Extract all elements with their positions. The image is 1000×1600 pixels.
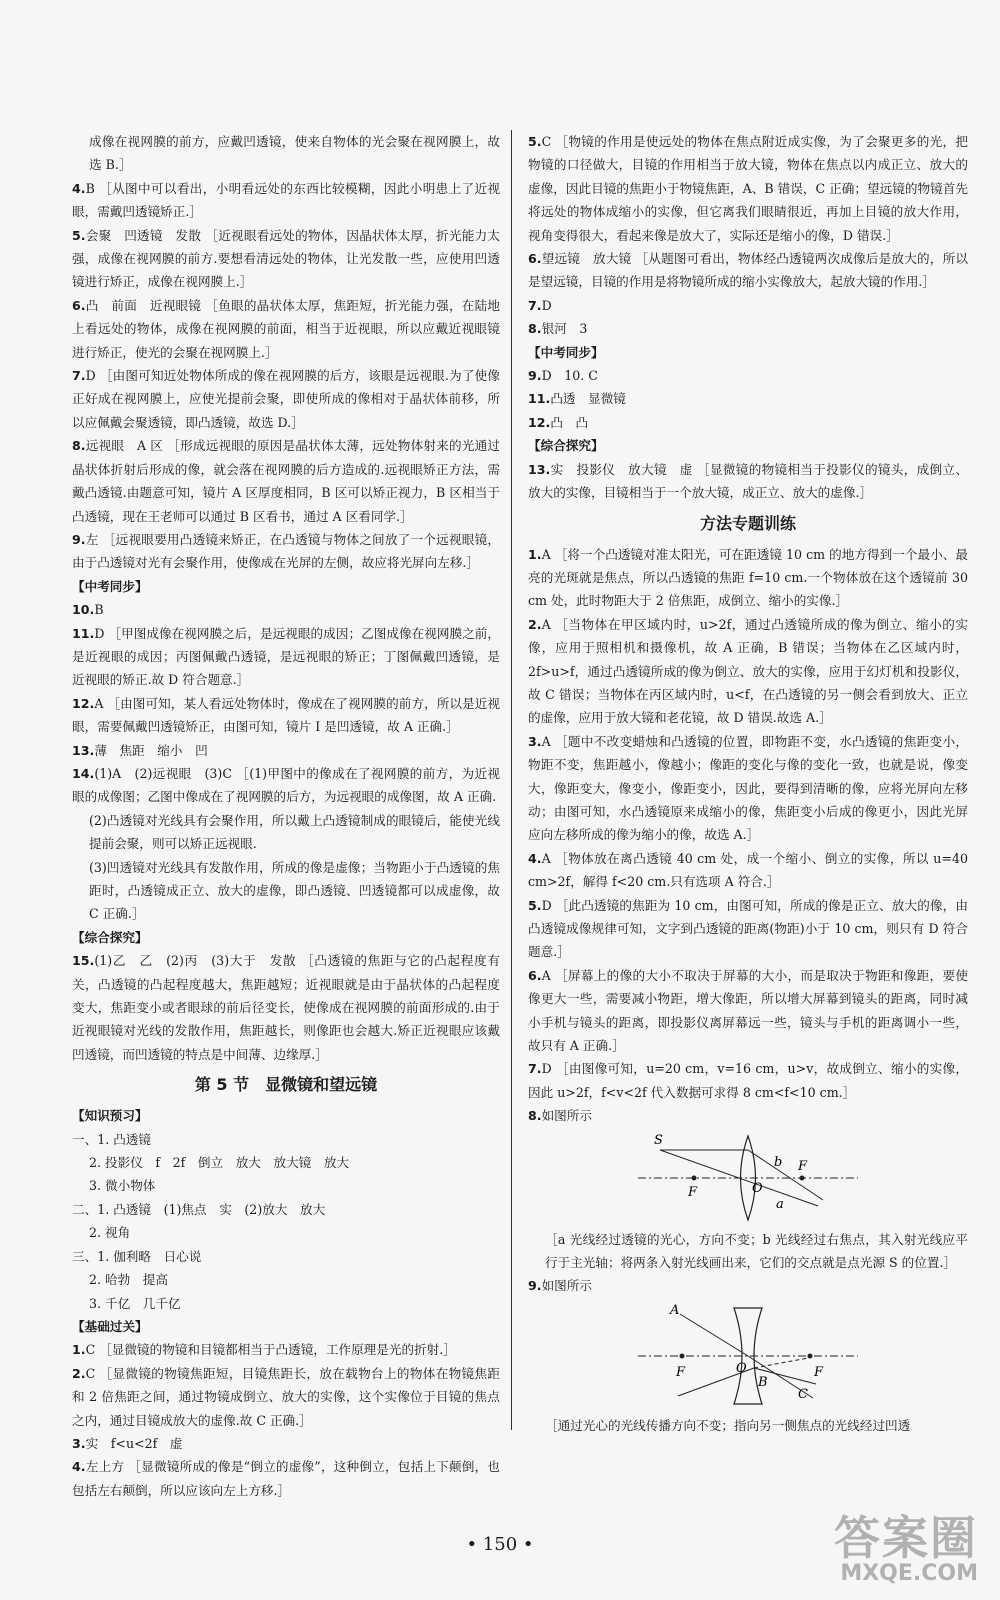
figure-8-convex-lens-diagram <box>638 1130 858 1226</box>
item-text: 实 f<u<2f 虚 <box>85 1435 183 1451</box>
item-text: (2)凸透镜对光线具有会聚作用，所以戴上凸透镜制成的眼镜后，能使光线提前会聚，则可以矫正远视眼. <box>89 812 500 852</box>
item-text: 实 投影仪 放大镜 虚 ［显微镜的物镜相当于投影仪的镜头，成倒立、放大的实像，目镜相当于一个放大镜，成正立、放大的虚像.］ <box>528 461 968 501</box>
item-text: 左上方 ［显微镜所成的像是“倒立的虚像”，这种倒立，包括上下颠倒，也包括左右颠倒，所以应该向左上方移.］ <box>72 1459 500 1498</box>
item-text: B ［从图中可以看出，小明看远处的东西比较模糊，因此小明患上了近视眼，需戴凹透镜矫正.］ <box>72 180 500 220</box>
section-header: 【基础过关】 <box>72 1318 148 1334</box>
item-text: C ［显微镜的物镜焦距短，目镜焦距长，放在载物台上的物体在物镜焦距和 2 倍焦距之间，通过物镜成倒立、放大的实像，这个实像位于目镜的焦点之内，通过目镜成放大的虚像.故 C 正确.］ <box>72 1365 500 1428</box>
answer-line <box>72 1128 500 1151</box>
answer-item <box>72 294 500 364</box>
item-text: D <box>541 297 552 313</box>
figure-9-concave-lens-diagram <box>638 1300 858 1412</box>
answer-item <box>528 411 968 434</box>
item-text: 3. 微小物体 <box>89 1178 156 1194</box>
item-text: A ［将一个凸透镜对准太阳光，可在距透镜 10 cm 的地方得到一个最小、最亮的光斑就是焦点，所以凸透镜的焦距 f=10 cm.一个物体放在这个透镜前 30 cm 处，此时物距大于 2 倍焦距，成倒立、缩小的实像.］ <box>528 546 968 609</box>
item-number: 5. <box>528 897 542 913</box>
item-number: 2. <box>72 1365 86 1381</box>
item-text: 左 ［远视眼要用凸透镜来矫正，在凸透镜与物体之间放了一个远视眼镜，由于凸透镜对光有会聚作用，使像成在光屏的左侧，故应将光屏向左移.］ <box>72 531 500 571</box>
item-number: 9. <box>528 1278 542 1294</box>
item-number: 9. <box>72 531 86 547</box>
item-number: 13. <box>72 742 95 758</box>
item-number: 3. <box>72 1435 86 1451</box>
item-text: D ［此凸透镜的焦距为 10 cm，由图可知，所成的像是正立、放大的像，由凸透镜成像规律可知，文字到凸透镜的距离(物距)小于 10 cm，则只有 D 符合题意.］ <box>528 897 968 960</box>
answer-item <box>528 1228 968 1275</box>
item-text: A ［当物体在甲区域内时，u>2f，通过凸透镜所成的像为倒立、缩小的实像，应用于照相机和摄像机，故 A 正确，B 错误；当物体在乙区域内时，2f>u>f，通过凸透镜所成的像为倒立、放大的实像，应用于幻灯机和投影仪，故 C 错误；当物体在丙区域内时，u<f，在凸透镜的另一侧会看到放大、正立的虚像，应用于放大镜和老花镜，故 D 错误.故选 A.］ <box>528 616 968 726</box>
answer-item <box>72 622 500 692</box>
answer-item <box>72 598 500 621</box>
answer-item <box>72 364 500 434</box>
item-text: C ［物镜的作用是使远处的物体在焦点附近成实像，为了会聚更多的光，把物镜的口径做大，目镜的作用相当于放大镜，物体在焦点以内成正立、放大的虚像，因此目镜的焦距小于物镜焦距，A、B 错误，C 正确；望远镜的物镜首先将远处的物体成缩小的实像，但它离我们眼睛很近，再加上目镜的放大作用，视角变得很大，看起来像是放大了，实际还是缩小的像，D 错误.］ <box>528 134 968 243</box>
ray-c-extension <box>754 1358 808 1368</box>
item-text: (1)A (2)远视眼 (3)C ［(1)甲图中的像成在了视网膜的前方，为近视眼的成像图；乙图中像成在了视网膜的后方，为远视眼的成像图，故 A 正确. <box>72 765 500 805</box>
answer-item <box>528 294 968 317</box>
section-title: 第 5 节 显微镜和望远镜 <box>194 1075 378 1095</box>
item-number: 14. <box>72 765 95 781</box>
answer-line <box>72 1151 500 1174</box>
item-text: (3)凹透镜对光线具有发散作用，所成的像是虚像；当物距小于凸透镜的焦距时，凸透镜成正立、放大的虚像，即凸透镜、凹透镜都可以成虚像，故 C 正确.］ <box>89 859 500 922</box>
item-number: 6. <box>72 297 86 313</box>
right-column-top <box>528 130 968 1128</box>
answer-line <box>72 1174 500 1197</box>
right-column-bottom <box>528 1414 968 1437</box>
label-c: C <box>798 1386 808 1402</box>
item-number: 2. <box>528 616 542 632</box>
answer-item <box>72 130 500 177</box>
item-number: 1. <box>528 546 542 562</box>
item-text: B <box>94 602 104 618</box>
answer-item <box>72 1338 500 1361</box>
label-b: b <box>774 1154 783 1170</box>
item-text: C ［显微镜的物镜和目镜都相当于凸透镜，工作原理是光的折射.］ <box>85 1342 456 1358</box>
item-number: 11. <box>528 391 551 407</box>
answer-item <box>72 856 500 926</box>
item-text: 银河 3 <box>541 321 588 337</box>
focus-left-dot <box>680 1353 685 1358</box>
answer-item <box>528 964 968 1058</box>
answer-item <box>528 364 968 387</box>
focus-right-dot <box>800 1175 805 1180</box>
label-a: a <box>776 1196 784 1212</box>
label-b: B <box>758 1374 768 1390</box>
item-text: 2. 投影仪 f 2f 倒立 放大 放大镜 放大 <box>89 1155 350 1171</box>
item-number: 8. <box>72 438 86 454</box>
label-f-left: F <box>676 1364 686 1380</box>
item-text: 凸 凸 <box>550 414 589 430</box>
answer-item <box>72 809 500 856</box>
item-number: 9. <box>528 368 542 384</box>
item-number: 7. <box>72 368 86 384</box>
item-text: ［a 光线经过透镜的光心，方向不变；b 光线经过右焦点，其入射光线应平行于主光轴；将两条入射光线画出来，它们的交点就是点光源 S 的位置.］ <box>545 1231 968 1271</box>
right-column <box>528 130 968 1437</box>
item-text: D ［由图像可知，u=20 cm，v=16 cm，u>v，故成倒立、缩小的实像，因此 u>2f，f<v<2f 代入数据可求得 8 cm<f<10 cm.］ <box>528 1061 968 1100</box>
left-column <box>72 130 500 1502</box>
item-number: 12. <box>72 695 95 711</box>
answer-item <box>528 130 968 247</box>
item-text: 三、1. 伽利略 日心说 <box>72 1248 202 1264</box>
item-text: D ［甲图成像在视网膜之后，是远视眼的成因；乙图成像在视网膜之前，是近视眼的成因；丙图佩戴凸透镜，是远视眼的矫正；丁图佩戴凹透镜，是近视眼的矫正.故 D 符合题意.］ <box>72 625 500 688</box>
item-number: 7. <box>528 1061 542 1077</box>
answer-item <box>72 739 500 762</box>
item-text: 如图所示 <box>541 1278 592 1294</box>
item-text: A ［物体放在离凸透镜 40 cm 处，成一个缩小、倒立的实像，所以 u=40 cm>2f，解得 f<20 cm.只有选项 A 符合.］ <box>528 850 968 890</box>
answer-line <box>72 1245 500 1268</box>
answer-item <box>72 1455 500 1502</box>
answer-item <box>72 762 500 809</box>
item-text: 3. 千亿 几千亿 <box>89 1295 181 1311</box>
answer-item <box>72 224 500 294</box>
item-text: 如图所示 <box>541 1108 592 1124</box>
right-column-mid <box>528 1228 968 1298</box>
answer-item <box>528 894 968 964</box>
answer-item <box>528 1414 968 1437</box>
item-text: 远视眼 A 区 ［形成远视眼的原因是晶状体太薄，远处物体射来的光通过晶状体折射后形成的像，就会落在视网膜的后方造成的.远视眼矫正方法，需戴凸透镜.由题意可知，镜片 A 区厚度相同，B 区可以矫正视力，B 区相当于凸透镜，现在王老师可以通过 B 区看书，通过 A 区看同学.］ <box>72 438 500 524</box>
answer-item <box>528 247 968 294</box>
label-f-right: F <box>798 1158 808 1174</box>
answer-item <box>72 949 500 1066</box>
item-text: ［通过光心的光线传播方向不变；指向另一侧焦点的光线经过凹透 <box>545 1417 911 1433</box>
answer-item <box>528 543 968 613</box>
item-text: D 10. C <box>541 368 598 384</box>
item-number: 5. <box>528 134 542 149</box>
item-number: 4. <box>528 850 542 866</box>
watermark-logo <box>834 1511 978 1586</box>
answer-item <box>528 387 968 410</box>
answer-line <box>72 1198 500 1221</box>
answer-item <box>528 458 968 505</box>
item-text: A ［由图可知，某人看远处物体时，像成在了视网膜的前方，所以是近视眼，需要佩戴凹透镜矫正，由图可知，镜片 Ⅰ 是凹透镜，故 A 正确.］ <box>72 695 500 735</box>
section-header: 【综合探究】 <box>72 929 148 945</box>
item-text: 一、1. 凸透镜 <box>72 1131 151 1147</box>
answer-item <box>528 730 968 847</box>
item-text: (1)乙 乙 (2)丙 (3)大于 发散 ［凸透镜的焦距与它的凸起程度有关，凸透镜的凸起程度越大，焦距越短；近视眼就是由于晶状体的凸起程度变大，焦距变小或者眼球的前后径变长，使像成在视网膜的前面形成的.由于近视眼镜对光线的发散作用，焦距越长，则像距也会越大.矫正近视眼应该戴凹透镜，而凹透镜的特点是中间薄、边缘厚.］ <box>72 953 500 1062</box>
item-text: D ［由图可知近处物体所成的像在视网膜的后方，该眼是远视眼.为了使像正好成在视网膜上，应使光提前会聚，即使所成的像相对于晶状体前移，所以应佩戴会聚透镜，即凸透镜，故选 D.］ <box>72 368 500 430</box>
label-f-right: F <box>814 1364 824 1380</box>
item-text: 会聚 凹透镜 发散 ［近视眼看远处的物体，因晶状体太厚，折光能力太强，成像在视网膜的前方.要想看清远处的物体，让光发散一些，应使用凹透镜进行矫正，成像在视网膜上.］ <box>72 227 500 290</box>
section-title: 方法专题训练 <box>699 513 796 533</box>
item-number: 6. <box>528 967 542 983</box>
focus-left-dot <box>692 1175 697 1180</box>
item-text: 二、1. 凸透镜 (1)焦点 实 (2)放大 放大 <box>72 1201 326 1217</box>
item-number: 1. <box>72 1342 86 1358</box>
label-a: A <box>670 1302 680 1318</box>
column-divider <box>511 130 512 1430</box>
section-header: 【综合探究】 <box>528 438 604 454</box>
watermark-title: 答案圈 <box>834 1511 978 1565</box>
label-o: O <box>736 1360 747 1376</box>
item-number: 8. <box>528 1108 542 1124</box>
answer-item <box>72 692 500 739</box>
item-number: 13. <box>528 461 551 477</box>
answer-line <box>72 1221 500 1244</box>
item-number: 6. <box>528 251 542 267</box>
item-number: 15. <box>72 953 95 969</box>
section-header: 【中考同步】 <box>528 344 604 360</box>
label-s: S <box>654 1132 663 1148</box>
focus-right-dot <box>808 1353 813 1358</box>
item-text: 凸透 显微镜 <box>550 391 626 407</box>
item-number: 4. <box>72 1459 86 1475</box>
label-o: O <box>752 1180 763 1196</box>
page-number: • 150 • <box>466 1534 534 1555</box>
section-header: 【中考同步】 <box>72 578 148 594</box>
answer-line <box>72 1268 500 1291</box>
item-text: 薄 焦距 缩小 凹 <box>94 742 208 758</box>
section-header: 【知识预习】 <box>72 1108 148 1124</box>
item-number: 7. <box>528 297 542 313</box>
item-text: 2. 视角 <box>89 1225 131 1241</box>
answer-item <box>528 1274 968 1297</box>
answer-item <box>72 1362 500 1432</box>
item-text: A ［题中不改变蜡烛和凸透镜的位置，即物距不变，水凸透镜的焦距变小，物距不变，焦距越小，像越小；像距的变化与像的变化一致，也就是说，像变大，像距变大，像变小，像距变小，因此，要得到清晰的像，应将光屏向左移动；由图可知，水凸透镜原来成缩小的像，焦距变小后成的像更小，因此光屏应向左移所成的像为缩小的像，故选 A.］ <box>528 733 968 843</box>
answer-item <box>72 177 500 224</box>
answer-line <box>72 1292 500 1315</box>
label-f-left: F <box>688 1184 698 1200</box>
answer-item <box>72 434 500 528</box>
answer-item <box>528 1057 968 1104</box>
item-number: 11. <box>72 625 95 641</box>
answer-item <box>528 1104 968 1127</box>
item-number: 12. <box>528 414 551 430</box>
item-number: 4. <box>72 180 86 196</box>
item-number: 5. <box>72 227 86 243</box>
item-text: 望远镜 放大镜 ［从题图可看出，物体经凸透镜两次成像后是放大的，所以是望远镜，目镜的作用是将物镜所成的缩小实像放大，起放大镜的作用.］ <box>528 251 968 290</box>
item-text: 2. 哈勃 提高 <box>89 1272 168 1288</box>
item-text: A ［屏幕上的像的大小不取决于屏幕的大小，而是取决于物距和像距，要使像更大一些，需要减小物距，增大像距，所以增大屏幕到镜头的距离，同时减小手机与镜头的距离，即投影仪离屏幕远一些，镜头与手机的距离调小一些，故只有 A 正确.］ <box>528 967 968 1054</box>
answer-item <box>528 847 968 894</box>
watermark-url: MXQE.COM <box>840 1561 978 1586</box>
item-text: 凸 前面 近视眼镜 ［鱼眼的晶状体太厚，焦距短，折光能力强，在陆地上看远处的物体，成像在视网膜的前面，相当于近视眼，所以应戴近视眼镜进行矫正，使光的会聚在视网膜上.］ <box>72 297 500 360</box>
item-number: 10. <box>72 602 95 618</box>
item-number: 3. <box>528 733 542 749</box>
answer-item <box>528 317 968 340</box>
answer-item <box>528 613 968 730</box>
item-text: 成像在视网膜的前方，应戴凹透镜，使来自物体的光会聚在视网膜上，故选 B.］ <box>89 134 500 173</box>
item-number: 8. <box>528 321 542 337</box>
answer-item <box>72 528 500 575</box>
answer-item <box>72 1432 500 1455</box>
